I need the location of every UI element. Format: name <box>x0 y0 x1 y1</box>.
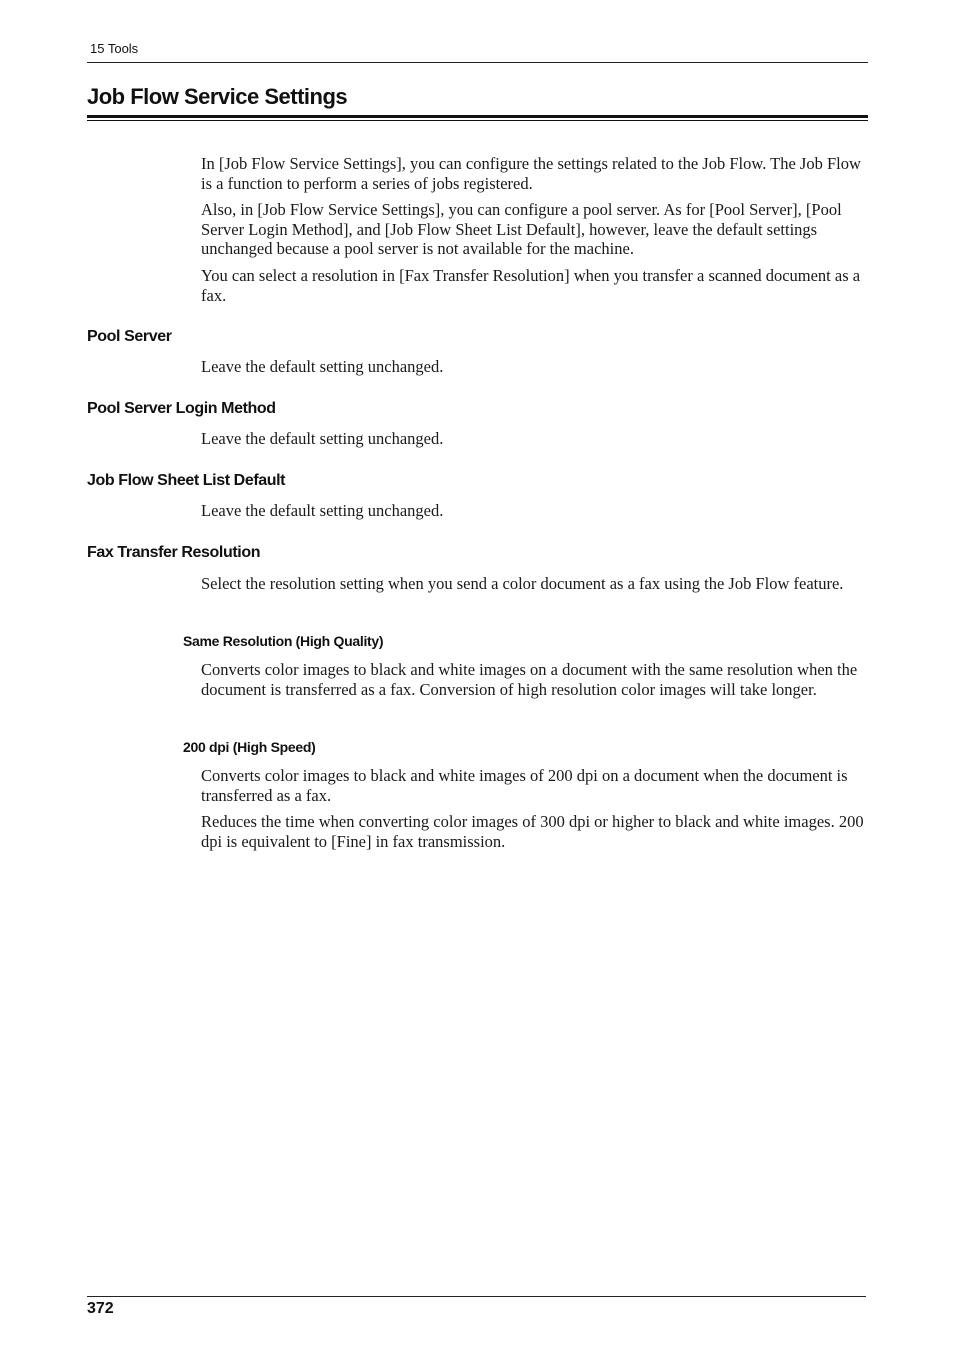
option-text-200-dpi-1: Converts color images to black and white images of 200 dpi on a document when the document is transferred as a fax. <box>201 766 848 805</box>
intro-paragraph-2: Also, in [Job Flow Service Settings], you can configure a pool server. As for [Pool Server], [Pool Server Login Method], and [Job Flow Sheet List Default], however, leave the default settings unchanged because a pool server is not available for the machine. <box>201 200 842 258</box>
intro-paragraph-1: In [Job Flow Service Settings], you can configure the settings related to the Job Flow. The Job Flow is a function to perform a series of jobs registered. <box>201 154 861 193</box>
option-heading-same-resolution: Same Resolution (High Quality) <box>183 633 384 649</box>
option-text-200-dpi-2: Reduces the time when converting color images of 300 dpi or higher to black and white images. 200 dpi is equivalent to [Fine] in fax transmission. <box>201 812 864 851</box>
section-heading-pool-server-login-method: Pool Server Login Method <box>87 400 276 417</box>
section-heading-pool-server: Pool Server <box>87 328 172 345</box>
running-head: 15 Tools <box>90 41 139 56</box>
option-text-same-resolution: Converts color images to black and white images on a document with the same resolution when the document is transferred as a fax. Conversion of high resolution color images will take longer. <box>201 660 858 699</box>
intro-paragraph-3: You can select a resolution in [Fax Transfer Resolution] when you transfer a scanned document as a fax. <box>201 266 861 305</box>
page-number: 372 <box>87 1300 114 1317</box>
option-heading-200-dpi: 200 dpi (High Speed) <box>183 739 316 755</box>
page-title: Job Flow Service Settings <box>87 84 348 109</box>
section-heading-fax-transfer-resolution: Fax Transfer Resolution <box>87 544 261 561</box>
footer-rule <box>87 1296 866 1297</box>
section-text-pool-server-login-method: Leave the default setting unchanged. <box>201 429 444 448</box>
title-rule-thick <box>87 115 868 118</box>
section-heading-job-flow-sheet-list-default: Job Flow Sheet List Default <box>87 472 286 489</box>
section-text-fax-transfer-resolution: Select the resolution setting when you send a color document as a fax using the Job Flow feature. <box>201 574 844 593</box>
section-text-pool-server: Leave the default setting unchanged. <box>201 357 444 376</box>
title-rule-thin <box>87 120 868 121</box>
section-text-job-flow-sheet-list-default: Leave the default setting unchanged. <box>201 501 444 520</box>
header-rule <box>87 62 868 63</box>
